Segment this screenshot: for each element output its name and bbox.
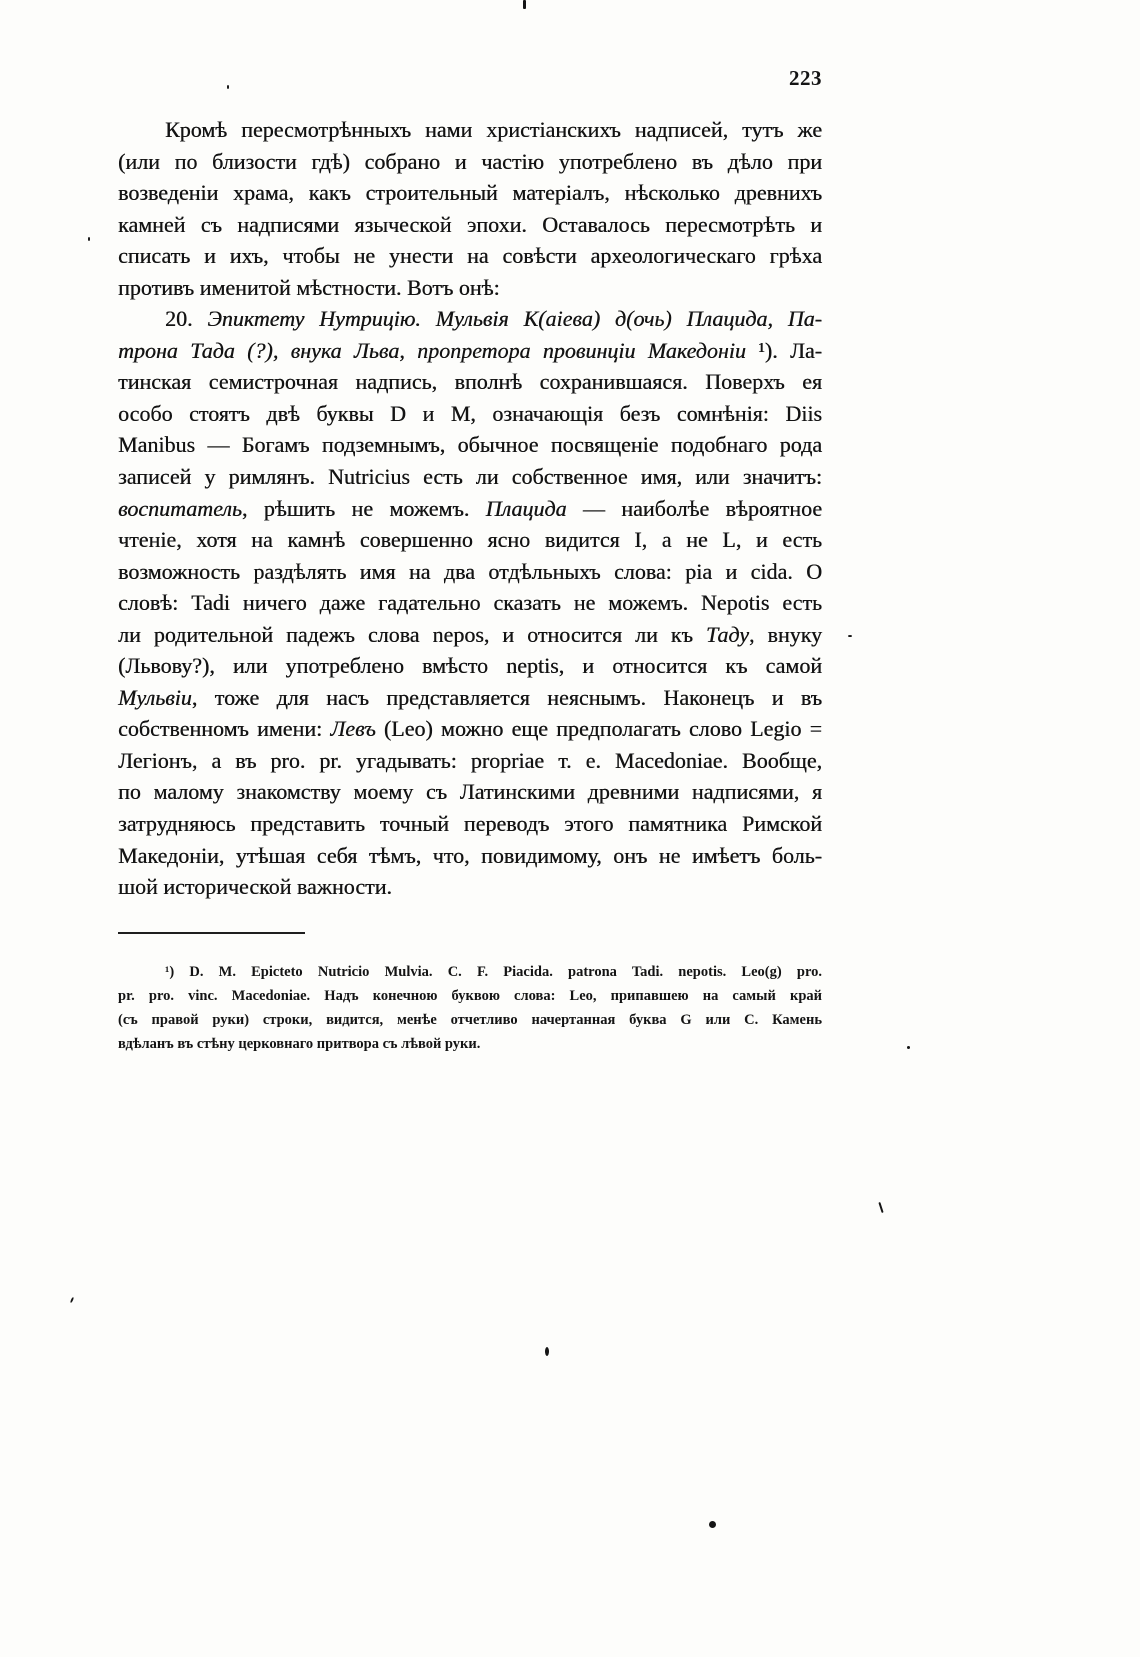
text-line xyxy=(118,619,822,651)
text-line xyxy=(118,335,822,367)
scan-speck xyxy=(545,1347,549,1356)
footnote-reference: ¹). Ла- xyxy=(745,337,823,363)
text-line: камней съ надписями языческой эпохи. Оставалось пересмотрѣть и xyxy=(118,211,822,237)
text-line: затрудняюсь представить точный переводъ этого памятника Римской xyxy=(118,811,822,837)
scan-speck xyxy=(70,1297,74,1303)
footnote-separator xyxy=(118,932,305,934)
italic-run: Эпиктету Нутрицію. Мульвія К(аіева) д(очь) Плацида, Па- xyxy=(207,306,822,332)
text-run: — наиболѣе вѣроятное xyxy=(566,495,822,521)
page-number: 223 xyxy=(789,66,822,90)
paragraph-inscription-20 xyxy=(118,303,822,902)
italic-run: трона Тада (?), внука Льва, пропретора провинціи Македоніи xyxy=(118,337,746,363)
italic-run: Таду xyxy=(705,621,749,647)
text-run: , внуку xyxy=(748,621,822,647)
text-line: (Львову?), или употреблено вмѣсто neptis, и относится къ самой xyxy=(118,653,822,679)
text-run: (Leo) можно еще предполагать слово Legio = xyxy=(375,716,822,742)
footnote-line: вдѣланъ въ стѣну церковнаго притвора съ лѣвой руки. xyxy=(118,1036,481,1052)
text-line xyxy=(118,493,822,525)
scan-speck xyxy=(848,635,852,637)
text-run: , тоже для насъ представляется неяснымъ. Наконецъ и въ xyxy=(191,684,822,710)
text-line xyxy=(118,682,822,714)
footnote-line: (съ правой руки) строки, видится, менѣе отчетливо начертанная буква G или C. Камень xyxy=(118,1012,822,1028)
scan-speck xyxy=(878,1202,883,1213)
footnote-line: pr. pro. vinc. Macedoniae. Надъ конечною буквою слова: Leo, припавшею на самый край xyxy=(118,988,822,1004)
text-line: возведеніи храма, какъ строительный матеріалъ, нѣсколько древнихъ xyxy=(118,180,822,206)
scan-speck xyxy=(709,1521,716,1528)
scan-speck xyxy=(523,0,526,9)
text-run: собственномъ имени: xyxy=(118,716,331,742)
text-line: (или по близости гдѣ) собрано и частію употреблено въ дѣло при xyxy=(118,148,822,174)
text-line: словѣ: Tadi ничего даже гадательно сказать не можемъ. Nepotis есть xyxy=(118,590,822,616)
text-line: чтеніе, хотя на камнѣ совершенно ясно видится I, а не L, и есть xyxy=(118,527,822,553)
text-line: тинская семистрочная надпись, вполнѣ сохранившаяся. Поверхъ ея xyxy=(118,369,822,395)
scan-speck xyxy=(227,85,229,89)
text-line xyxy=(118,303,822,335)
paragraph-intro xyxy=(118,114,822,303)
italic-run: Мульвіи xyxy=(118,684,192,710)
text-run: ли родительной падежъ слова nepos, и относится ли къ xyxy=(118,621,706,647)
text-line: шой исторической важности. xyxy=(118,874,392,900)
scan-speck xyxy=(907,1046,910,1049)
text-line: списать и ихъ, чтобы не унести на совѣсти археологическаго грѣха xyxy=(118,243,822,269)
text-line: записей у римлянъ. Nutricius есть ли собственное имя, или значитъ: xyxy=(118,464,822,490)
main-text xyxy=(118,114,822,903)
footnote xyxy=(118,960,822,1056)
text-line: противъ именитой мѣстности. Вотъ онѣ: xyxy=(118,274,500,300)
text-line: Македоніи, утѣшая себя тѣмъ, что, повидимому, онъ не имѣетъ боль- xyxy=(118,842,822,868)
text-line xyxy=(118,713,822,745)
text-line: Кромѣ пересмотрѣнныхъ нами христіанскихъ надписей, тутъ же xyxy=(165,117,822,142)
text-run: 20. xyxy=(165,306,208,332)
text-line: возможность раздѣлять имя на два отдѣльныхъ слова: pia и cida. О xyxy=(118,558,822,584)
footnote-line: ¹) D. M. Epicteto Nutricio Mulvia. C. F. Piacida. patrona Tadi. nepotis. Leo(g) pro. xyxy=(165,964,822,980)
text-run: , рѣшить не можемъ. xyxy=(241,495,486,521)
text-line: по малому знакомству моему съ Латинскими древними надписями, я xyxy=(118,779,822,805)
text-line: Manibus — Богамъ подземнымъ, обычное посвященіе подобнаго рода xyxy=(118,432,822,458)
italic-run: Левъ xyxy=(330,716,376,742)
text-line: особо стоятъ двѣ буквы D и M, означающія безъ сомнѣнія: Diis xyxy=(118,400,822,426)
italic-run: воспитатель xyxy=(118,495,242,521)
scan-speck xyxy=(88,237,90,241)
text-line: Легіонъ, а въ pro. pr. угадывать: propriae т. е. Macedoniae. Вообще, xyxy=(118,747,822,773)
italic-run: Плацида xyxy=(485,495,567,521)
